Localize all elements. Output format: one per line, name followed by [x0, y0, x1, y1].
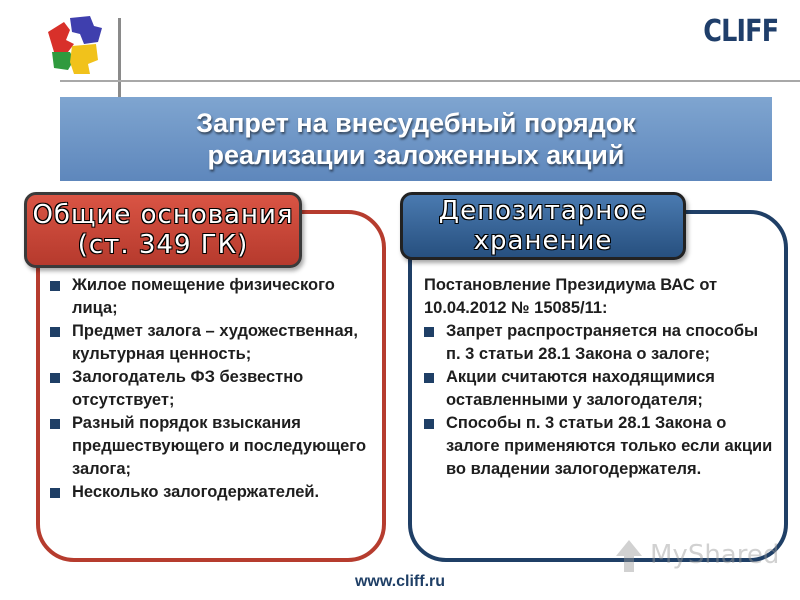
bullet-square-icon	[424, 327, 434, 337]
general-grounds-heading	[24, 192, 302, 268]
list-item: Несколько залогодержателей.	[50, 481, 385, 504]
myshared-watermark	[612, 538, 780, 578]
header-vertical-divider	[118, 18, 121, 100]
list-item: Жилое помещение физического лица;	[50, 274, 385, 320]
bullet-square-icon	[424, 373, 434, 383]
bullet-square-icon	[50, 373, 60, 383]
puzzle-logo-icon	[40, 12, 110, 87]
list-item: Запрет распространяется на способы п. 3 статьи 28.1 Закона о залоге;	[424, 320, 774, 366]
list-item: Способы п. 3 статьи 28.1 Закона о залоге применяются только если акции во владении залогодержателя.	[424, 412, 774, 481]
page-title-line1: Запрет на внесудебный порядок	[196, 108, 636, 138]
list-item: Предмет залога – художественная, культурная ценность;	[50, 320, 385, 366]
watermark-tree-icon	[612, 538, 646, 574]
bullet-square-icon	[50, 488, 60, 498]
depository-list	[424, 320, 774, 481]
bullet-square-icon	[50, 281, 60, 291]
depository-heading	[400, 192, 686, 260]
watermark-text: MyShared	[650, 540, 780, 570]
depository-heading-line2: хранение	[473, 226, 613, 256]
bullet-square-icon	[424, 419, 434, 429]
general-grounds-list	[50, 274, 385, 504]
list-item: Акции считаются находящимися оставленными у залогодателя;	[424, 366, 774, 412]
list-item: Разный порядок взыскания предшествующего и последующего залога;	[50, 412, 385, 481]
list-item: Залогодатель ФЗ безвестно отсутствует;	[50, 366, 385, 412]
general-grounds-heading-line1: Общие основания	[32, 200, 294, 230]
header-horizontal-divider	[60, 80, 800, 82]
depository-intro: Постановление Президиума ВАС от 10.04.2012 № 15085/11:	[424, 276, 718, 317]
page-title-line2: реализации заложенных акций	[207, 140, 625, 170]
bullet-square-icon	[50, 419, 60, 429]
bullet-square-icon	[50, 327, 60, 337]
general-grounds-heading-line2: (ст. 349 ГК)	[77, 230, 249, 260]
depository-heading-line1: Депозитарное	[438, 196, 648, 226]
title-banner	[60, 97, 772, 181]
footer-site-link[interactable]: www.cliff.ru	[354, 573, 446, 590]
cliff-logo: CLIFF	[702, 14, 778, 49]
